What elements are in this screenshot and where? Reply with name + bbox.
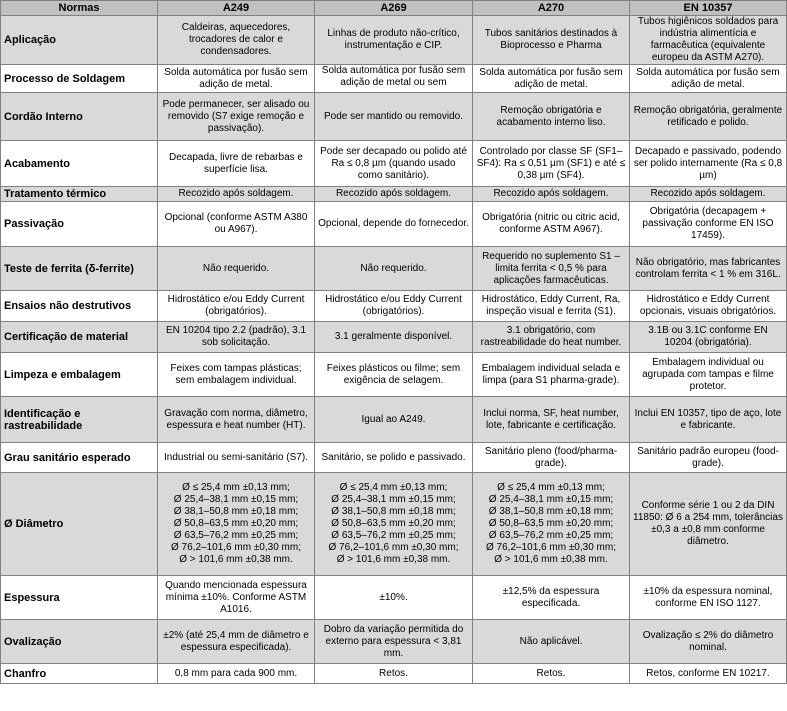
row-label: Certificação de material	[1, 322, 158, 353]
header-normas: Normas	[1, 1, 158, 16]
row-label: Ø Diâmetro	[1, 473, 158, 576]
cell-a269: ±10%.	[315, 576, 473, 620]
cell-en10357: Ovalização ≤ 2% do diâmetro nominal.	[630, 620, 787, 664]
cell-a270: Controlado por classe SF (SF1–SF4): Ra ≤ 0,51 µm (SF1) e até ≤ 0,38 µm (SF4).	[473, 141, 630, 187]
cell-en10357: Recozido após soldagem.	[630, 187, 787, 202]
cell-a269: Hidrostático e/ou Eddy Current (obrigatórios).	[315, 291, 473, 322]
cell-en10357: Retos, conforme EN 10217.	[630, 664, 787, 684]
row-label: Identificação e rastreabilidade	[1, 397, 158, 443]
row-label: Passivação	[1, 202, 158, 247]
cell-a249: Quando mencionada espessura mínima ±10%. Conforme ASTM A1016.	[158, 576, 315, 620]
cell-a249: 0,8 mm para cada 900 mm.	[158, 664, 315, 684]
cell-en10357: Remoção obrigatória, geralmente retificado e polido.	[630, 93, 787, 141]
cell-a269: Opcional, depende do fornecedor.	[315, 202, 473, 247]
cell-a270: Retos.	[473, 664, 630, 684]
cell-a269: Recozido após soldagem.	[315, 187, 473, 202]
cell-en10357: Inclui EN 10357, tipo de aço, lote e fabricante.	[630, 397, 787, 443]
cell-a249: Caldeiras, aquecedores, trocadores de calor e condensadores.	[158, 16, 315, 65]
row-label: Cordão Interno	[1, 93, 158, 141]
cell-en10357: Tubos higiênicos soldados para indústria alimentícia e farmacêutica (equivalente europeu da ASTM A270).	[630, 16, 787, 65]
cell-a270: Solda automática por fusão sem adição de metal.	[473, 65, 630, 93]
cell-a270: Remoção obrigatória e acabamento interno liso.	[473, 93, 630, 141]
cell-a249: Pode permanecer, ser alisado ou removido (S7 exige remoção e passivação).	[158, 93, 315, 141]
cell-a249: ±2% (até 25,4 mm de diâmetro e espessura especificada).	[158, 620, 315, 664]
cell-a270: Obrigatória (nitric ou citric acid, conforme ASTM A967).	[473, 202, 630, 247]
cell-a270: Recozido após soldagem.	[473, 187, 630, 202]
cell-a270: Hidrostático, Eddy Current, Ra, inspeção visual e ferrita (S1).	[473, 291, 630, 322]
table-row	[1, 353, 787, 397]
table-row	[1, 187, 787, 202]
cell-en10357: 3.1B ou 3.1C conforme EN 10204 (obrigatória).	[630, 322, 787, 353]
cell-a249: Gravação com norma, diâmetro, espessura e heat number (HT).	[158, 397, 315, 443]
cell-a270: ±12,5% da espessura especificada.	[473, 576, 630, 620]
cell-a269: Solda automática por fusão sem adição de metal ou sem	[315, 65, 473, 93]
table-row	[1, 473, 787, 576]
header-a249: A249	[158, 1, 315, 16]
table-row	[1, 93, 787, 141]
table-row	[1, 141, 787, 187]
cell-a249: Não requerido.	[158, 247, 315, 291]
table-row	[1, 443, 787, 473]
row-label: Ovalização	[1, 620, 158, 664]
cell-a269: Linhas de produto não-crítico, instrumentação e CIP.	[315, 16, 473, 65]
row-label: Aplicação	[1, 16, 158, 65]
cell-en10357: Sanitário padrão europeu (food-grade).	[630, 443, 787, 473]
table-row	[1, 65, 787, 93]
table-row	[1, 291, 787, 322]
cell-a269: Dobro da variação permitida do externo para espessura < 3,81 mm.	[315, 620, 473, 664]
row-label: Espessura	[1, 576, 158, 620]
table-row	[1, 247, 787, 291]
header-a270: A270	[473, 1, 630, 16]
table-row	[1, 16, 787, 65]
cell-a249: Feixes com tampas plásticas; sem embalagem individual.	[158, 353, 315, 397]
cell-a270: Requerido no suplemento S1 – limita ferrita < 0,5 % para aplicações farmacêuticas.	[473, 247, 630, 291]
row-label: Processo de Soldagem	[1, 65, 158, 93]
cell-en10357: Hidrostático e Eddy Current opcionais, visuais obrigatórios.	[630, 291, 787, 322]
header-row	[1, 1, 787, 16]
cell-a249: Hidrostático e/ou Eddy Current (obrigatórios).	[158, 291, 315, 322]
cell-a270: Tubos sanitários destinados à Bioprocesso e Pharma	[473, 16, 630, 65]
cell-en10357: ±10% da espessura nominal, conforme EN ISO 1127.	[630, 576, 787, 620]
cell-a269: Feixes plásticos ou filme; sem exigência de selagem.	[315, 353, 473, 397]
table-row	[1, 576, 787, 620]
cell-a270: Ø ≤ 25,4 mm ±0,13 mm; Ø 25,4–38,1 mm ±0,15 mm; Ø 38,1–50,8 mm ±0,18 mm; Ø 50,8–63,5 mm ±0,20 mm; Ø 63,5–76,2 mm ±0,25 mm; Ø 76,2–101,6 mm ±0,30 mm; Ø > 101,6 mm ±0,38 mm.	[473, 473, 630, 576]
row-label: Acabamento	[1, 141, 158, 187]
cell-a270: Inclui norma, SF, heat number, lote, fabricante e certificação.	[473, 397, 630, 443]
table-row	[1, 620, 787, 664]
cell-a270: 3.1 obrigatório, com rastreabilidade do heat number.	[473, 322, 630, 353]
cell-a269: Ø ≤ 25,4 mm ±0,13 mm; Ø 25,4–38,1 mm ±0,15 mm; Ø 38,1–50,8 mm ±0,18 mm; Ø 50,8–63,5 mm ±0,20 mm; Ø 63,5–76,2 mm ±0,25 mm; Ø 76,2–101,6 mm ±0,30 mm; Ø > 101,6 mm ±0,38 mm.	[315, 473, 473, 576]
header-en10357: EN 10357	[630, 1, 787, 16]
cell-a249: Decapada, livre de rebarbas e superfície lisa.	[158, 141, 315, 187]
cell-en10357: Não obrigatório, mas fabricantes controlam ferrita < 1 % em 316L.	[630, 247, 787, 291]
cell-a269: 3.1 geralmente disponível.	[315, 322, 473, 353]
cell-en10357: Solda automática por fusão sem adição de metal.	[630, 65, 787, 93]
row-label: Teste de ferrita (δ-ferrite)	[1, 247, 158, 291]
table-row	[1, 664, 787, 684]
cell-a249: Opcional (conforme ASTM A380 ou A967).	[158, 202, 315, 247]
cell-en10357: Conforme série 1 ou 2 da DIN 11850: Ø 6 a 254 mm, tolerâncias ±0,3 a ±0,8 mm conforme diâmetro.	[630, 473, 787, 576]
cell-a269: Pode ser mantido ou removido.	[315, 93, 473, 141]
cell-en10357: Decapado e passivado, podendo ser polido internamente (Ra ≤ 0,8 µm)	[630, 141, 787, 187]
row-label: Grau sanitário esperado	[1, 443, 158, 473]
cell-a249: Ø ≤ 25,4 mm ±0,13 mm; Ø 25,4–38,1 mm ±0,15 mm; Ø 38,1–50,8 mm ±0,18 mm; Ø 50,8–63,5 mm ±0,20 mm; Ø 63,5–76,2 mm ±0,25 mm; Ø 76,2–101,6 mm ±0,30 mm; Ø > 101,6 mm ±0,38 mm.	[158, 473, 315, 576]
table-row	[1, 397, 787, 443]
table-row	[1, 202, 787, 247]
cell-a269: Não requerido.	[315, 247, 473, 291]
cell-a249: Solda automática por fusão sem adição de metal.	[158, 65, 315, 93]
cell-a249: Industrial ou semi-sanitário (S7).	[158, 443, 315, 473]
row-label: Limpeza e embalagem	[1, 353, 158, 397]
row-label: Tratamento térmico	[1, 187, 158, 202]
cell-a269: Pode ser decapado ou polido até Ra ≤ 0,8 µm (quando usado como sanitário).	[315, 141, 473, 187]
cell-a249: Recozido após soldagem.	[158, 187, 315, 202]
cell-a270: Sanitário pleno (food/pharma-grade).	[473, 443, 630, 473]
cell-a269: Sanitário, se polido e passivado.	[315, 443, 473, 473]
cell-en10357: Obrigatória (decapagem + passivação conforme EN ISO 17459).	[630, 202, 787, 247]
cell-a269: Igual ao A249.	[315, 397, 473, 443]
cell-a269: Retos.	[315, 664, 473, 684]
header-a269: A269	[315, 1, 473, 16]
cell-en10357: Embalagem individual ou agrupada com tampas e filme protetor.	[630, 353, 787, 397]
cell-a249: EN 10204 tipo 2.2 (padrão), 3.1 sob solicitação.	[158, 322, 315, 353]
table-row	[1, 322, 787, 353]
cell-a270: Não aplicável.	[473, 620, 630, 664]
row-label: Chanfro	[1, 664, 158, 684]
cell-a270: Embalagem individual selada e limpa (para S1 pharma-grade).	[473, 353, 630, 397]
row-label: Ensaios não destrutivos	[1, 291, 158, 322]
